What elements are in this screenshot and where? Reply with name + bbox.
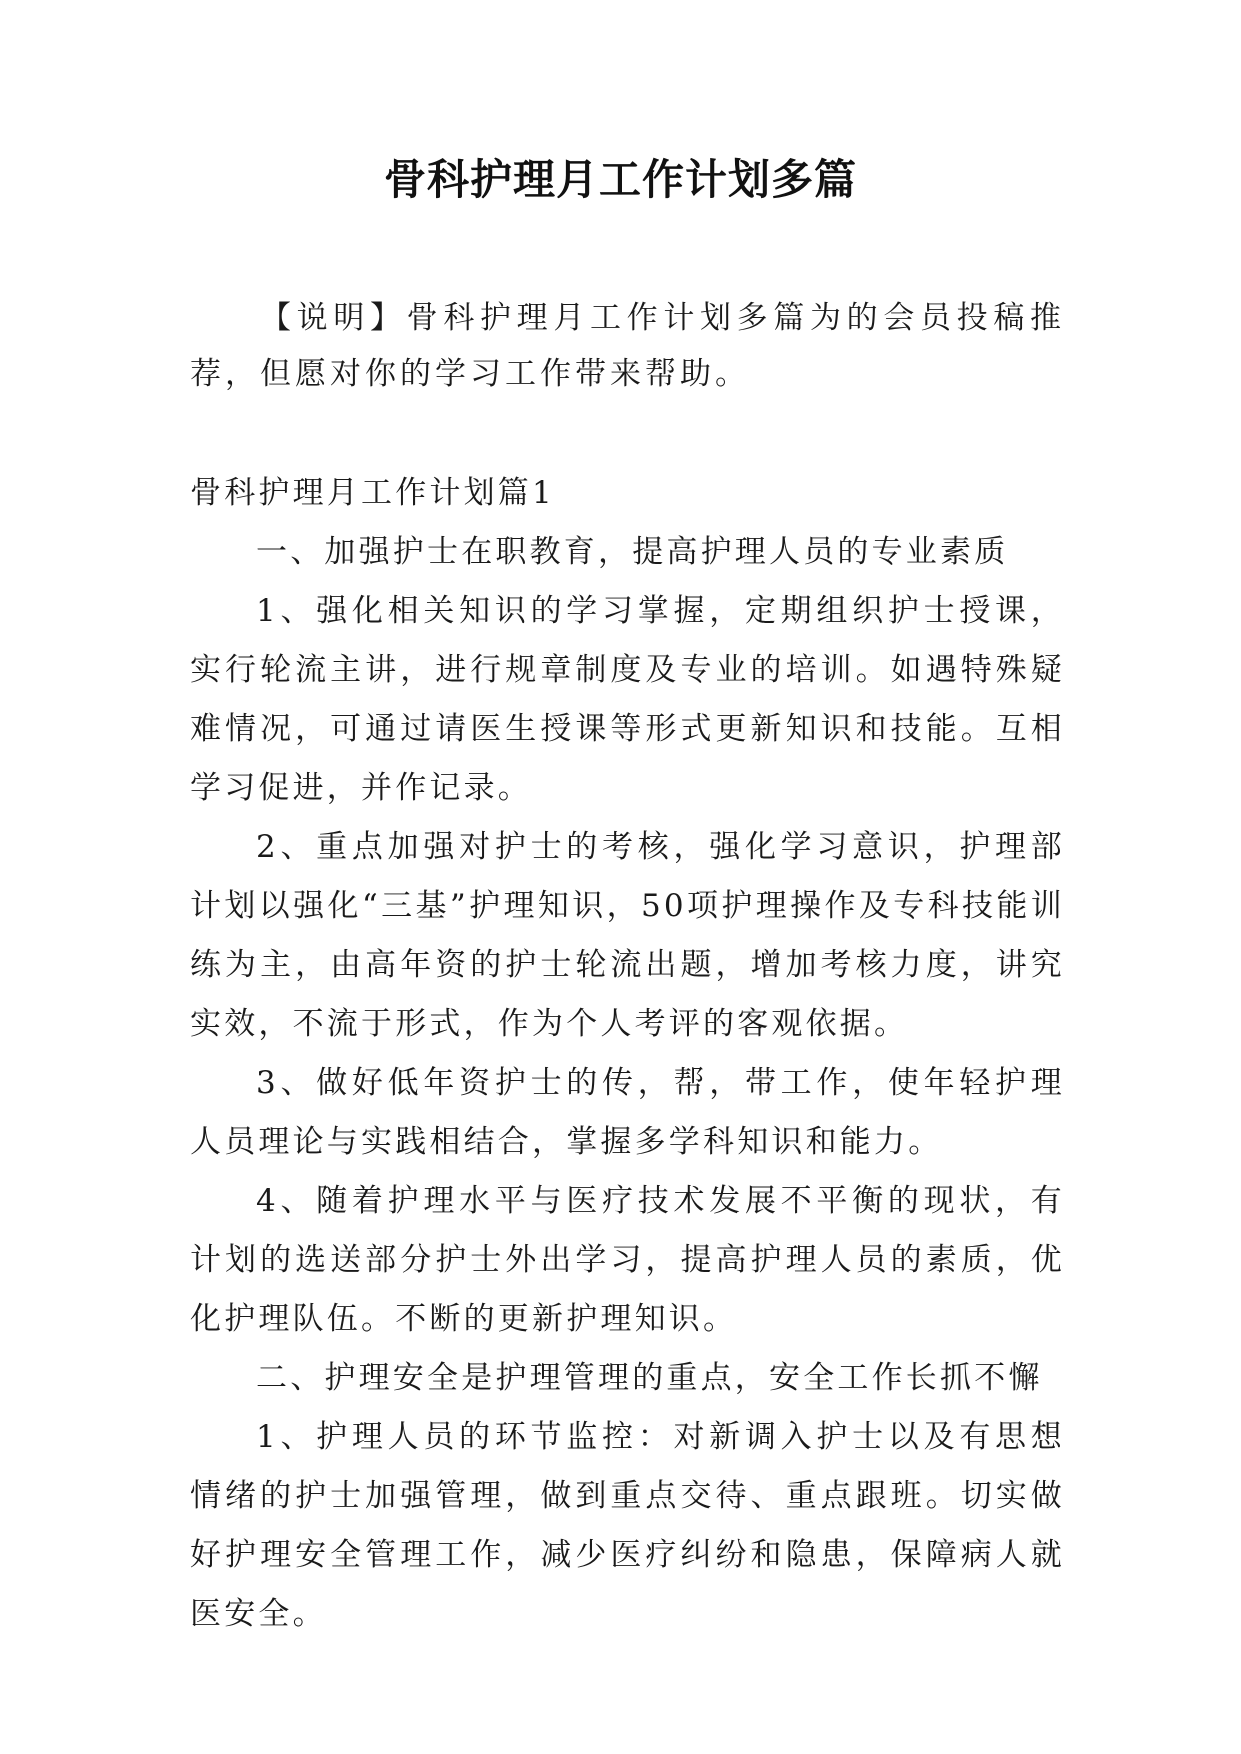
paragraph-item-1: 1、强化相关知识的学习掌握，定期组织护士授课，实行轮流主讲，进行规章制度及专业的培训。如遇特殊疑难情况，可通过请医生授课等形式更新知识和技能。互相学习促进，并作记录。	[190, 593, 1065, 806]
intro-paragraph: 【说明】骨科护理月工作计划多篇为的会员投稿推荐，但愿对你的学习工作带来帮助。	[190, 300, 1065, 392]
document-title: 骨科护理月工作计划多篇	[383, 155, 857, 204]
subheading-education: 一、加强护士在职教育，提高护理人员的专业素质	[256, 534, 1009, 570]
subheading-safety: 二、护理安全是护理管理的重点，安全工作长抓不懈	[256, 1360, 1043, 1396]
paragraph-item-3: 3、做好低年资护士的传，帮，带工作，使年轻护理人员理论与实践相结合，掌握多学科知识和能力。	[190, 1065, 1065, 1160]
paragraph-item-2: 2、重点加强对护士的考核，强化学习意识，护理部计划以强化“三基”护理知识，50项护理操作及专科技能训练为主，由高年资的护士轮流出题，增加考核力度，讲究实效，不流于形式，作为个人考评的客观依据。	[190, 829, 1065, 1042]
section-heading-plan-1: 骨科护理月工作计划篇1	[190, 475, 555, 511]
document-body	[190, 464, 1065, 1644]
paragraph-item-4: 4、随着护理水平与医疗技术发展不平衡的现状，有计划的选送部分护士外出学习，提高护理人员的素质，优化护理队伍。不断的更新护理知识。	[190, 1183, 1065, 1337]
paragraph-safety-item-1: 1、护理人员的环节监控：对新调入护士以及有思想情绪的护士加强管理，做到重点交待、重点跟班。切实做好护理安全管理工作，减少医疗纠纷和隐患，保障病人就医安全。	[190, 1419, 1065, 1632]
